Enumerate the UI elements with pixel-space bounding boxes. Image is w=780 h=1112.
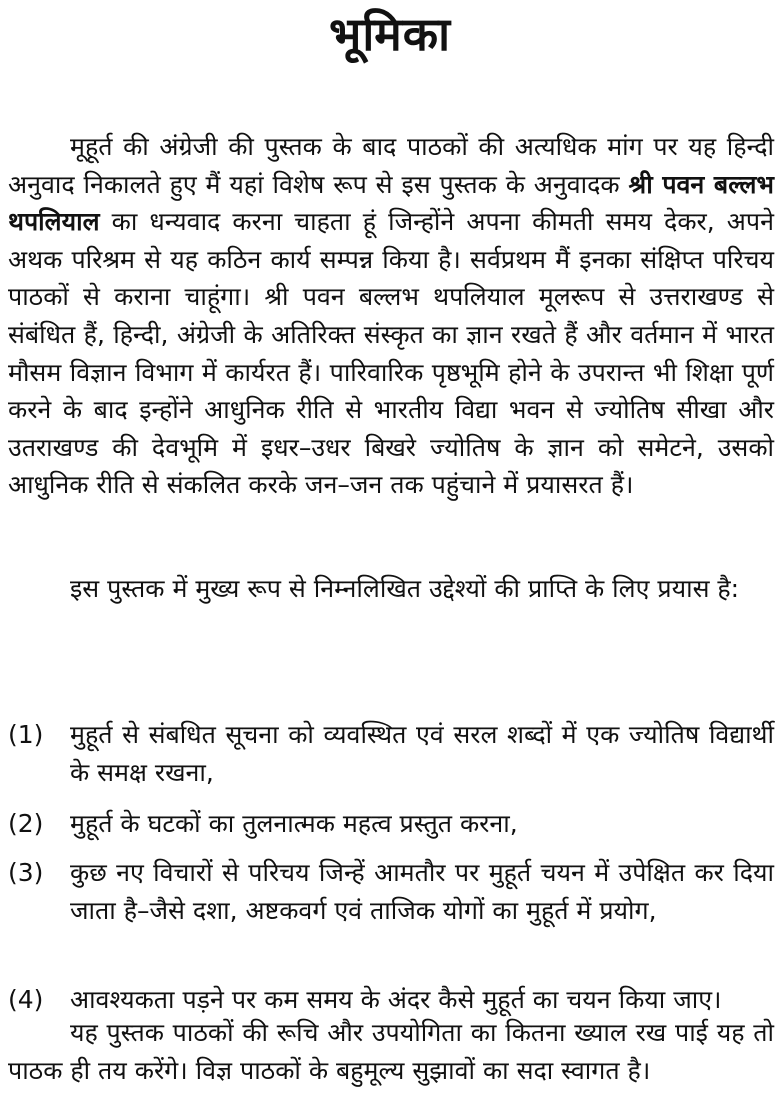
list-item-text: कुछ नए विचारों से परिचय जिन्हें आमतौर पर मुहूर्त चयन में उपेक्षित कर दिया जाता है–जैसे दशा, अष्टकवर्ग एवं ताजिक योगों का मुहूर्त में प्रयोग, xyxy=(70,858,774,925)
intro-paragraph xyxy=(8,128,774,504)
objectives-intro-paragraph: इस पुस्तक में मुख्य रूप से निम्नलिखित उद्देश्यों की प्राप्ति के लिए प्रयास है: xyxy=(70,574,740,603)
translator-name: श्री पवन बल्लभ थपलियाल xyxy=(8,169,774,237)
list-item-number: (4) xyxy=(8,985,44,1014)
list-item-text: मुहूर्त से संबधित सूचना को व्यवस्थित एवं सरल शब्दों में एक ज्योतिष विद्यार्थी के समक्ष रखना, xyxy=(70,720,774,787)
list-item xyxy=(8,716,774,791)
page-title: भूमिका xyxy=(328,7,451,61)
list-item xyxy=(8,854,774,929)
list-item-text: मुहूर्त के घटकों का तुलनात्मक महत्व प्रस्तुत करना, xyxy=(70,809,518,838)
intro-text-after-name: का धन्यवाद करना चाहता हूं जिन्होंने अपना कीमती समय देकर, अपने अथक परिश्रम से यह कठिन कार्य सम्पन्न किया है। सर्वप्रथम मैं इनका संक्षिप्त परिचय पाठकों से कराना चाहूंगा। श्री पवन बल्लभ थपलियाल मूलरूप से उत्तराखण्ड से संबंधित हैं, हिन्दी, अंग्रेजी के अतिरिक्त संस्कृत का ज्ञान रखते हैं और वर्तमान में भारत मौसम विज्ञान विभाग में कार्यरत हैं। पारिवारिक पृष्ठभूमि होने के उपरान्त भी शिक्षा पूर्ण करने के बाद इन्होंने आधुनिक रीति से भारतीय विद्या भवन से ज्योतिष सीखा और उतराखण्ड की देवभूमि में इधर–उधर बिखरे ज्योतिष के ज्ञान को समेटने, उसको आधुनिक रीति से संकलित करके जन–जन तक पहुंचाने में प्रयासरत हैं। xyxy=(8,207,774,500)
closing-paragraph: यह पुस्तक पाठकों की रूचि और उपयोगिता का कितना ख्याल रख पाई यह तो पाठक ही तय करेंगे। विज्ञ पाठकों के बहुमूल्य सुझावों का सदा स्वागत है। xyxy=(8,1018,774,1085)
list-item-number: (3) xyxy=(8,858,44,887)
document-page xyxy=(0,4,780,1112)
list-item xyxy=(8,805,774,843)
list-item-number: (1) xyxy=(8,720,44,749)
intro-text-before-name: मूहूर्त की अंग्रेजी की पुस्तक के बाद पाठकों की अत्यधिक मांग पर यह हिन्दी अनुवाद निकालते हुए मैं यहां विशेष रूप से इस पुस्तक के अनुवादक xyxy=(8,132,774,199)
list-item xyxy=(8,981,774,1019)
list-item-text: आवश्यकता पड़ने पर कम समय के अंदर कैसे मुहूर्त का चयन किया जाए। xyxy=(70,985,722,1014)
list-item-number: (2) xyxy=(8,809,44,838)
